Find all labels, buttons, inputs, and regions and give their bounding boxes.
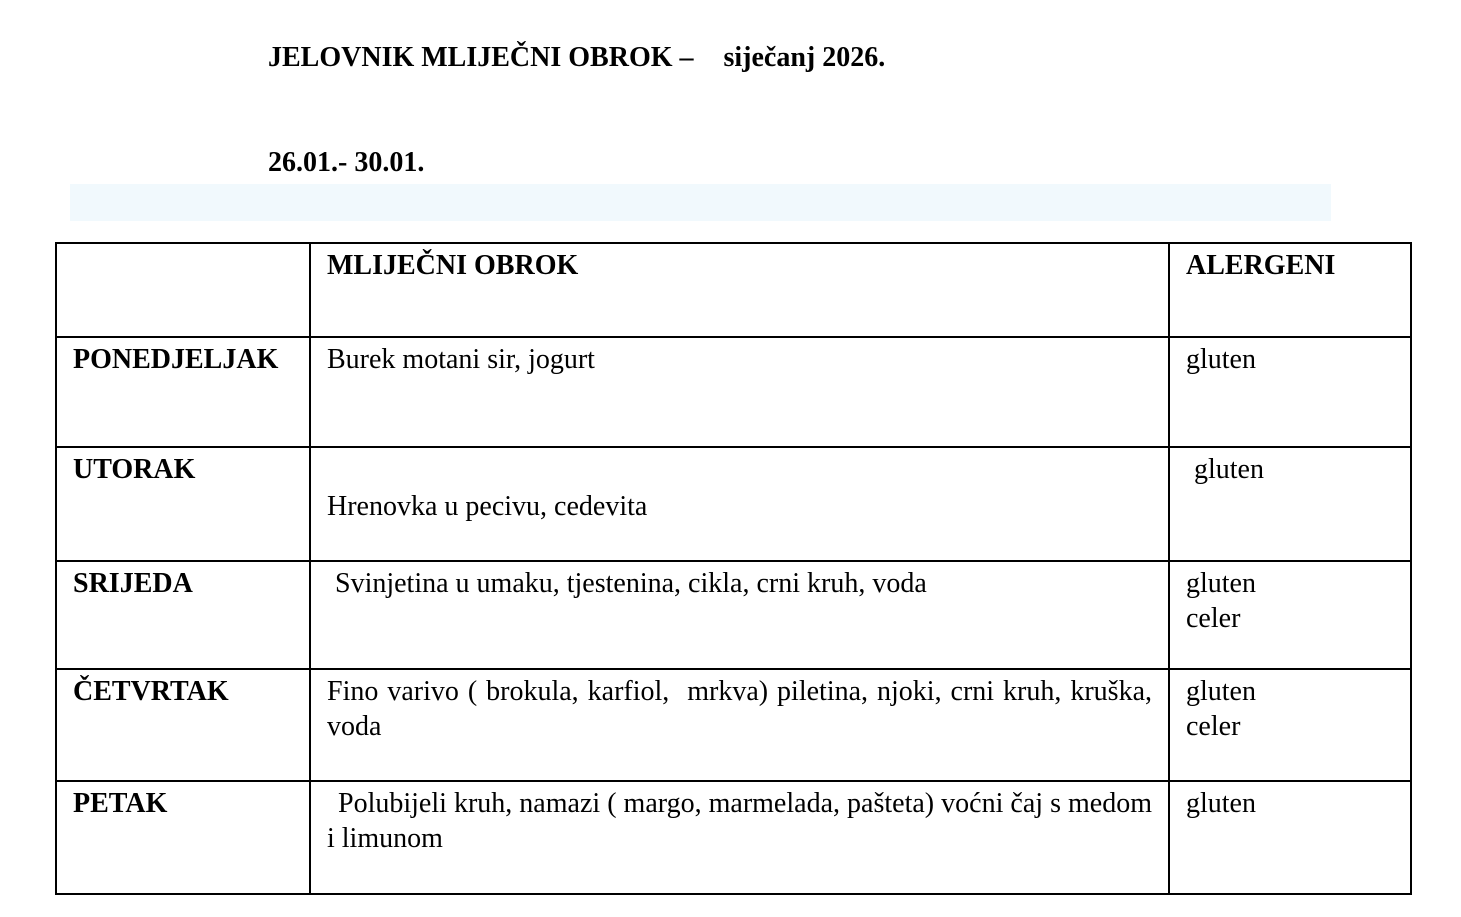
shaded-band: [70, 184, 1331, 221]
day-cell: PONEDJELJAK: [56, 337, 310, 447]
allergen-item: gluten: [1194, 454, 1264, 485]
meal-cell: [310, 447, 1169, 561]
day-cell: ČETVRTAK: [56, 669, 310, 781]
allergen-cell: [1169, 447, 1411, 561]
day-cell: PETAK: [56, 781, 310, 894]
header-meal: MLIJEČNI OBROK: [310, 243, 1169, 337]
allergen-cell: [1169, 561, 1411, 669]
header-day: [56, 243, 310, 337]
meal-text: Polubijeli kruh, namazi ( margo, marmelada, pašteta) voćni čaj s medom i limunom: [327, 788, 1152, 854]
meal-cell: [310, 561, 1169, 669]
title-left: JELOVNIK MLIJEČNI OBROK –: [268, 42, 694, 73]
header-allergens: ALERGENI: [1169, 243, 1411, 337]
table-row-monday: [56, 337, 1411, 447]
allergen-item: gluten: [1186, 344, 1256, 375]
allergen-cell: [1169, 781, 1411, 894]
allergen-item: gluten: [1186, 568, 1256, 599]
allergen-item: celer: [1186, 603, 1241, 634]
title-right: siječanj 2026.: [723, 42, 886, 73]
table-row-wednesday: [56, 561, 1411, 669]
menu-table: [55, 242, 1412, 895]
table-header-row: [56, 243, 1411, 337]
meal-text: Svinjetina u umaku, tjestenina, cikla, crni kruh, voda: [335, 568, 927, 599]
allergen-item: celer: [1186, 711, 1241, 742]
day-cell: SRIJEDA: [56, 561, 310, 669]
allergen-cell: [1169, 337, 1411, 447]
allergen-item: gluten: [1186, 676, 1256, 707]
meal-cell: Fino varivo ( brokula, karfiol, mrkva) piletina, njoki, crni kruh, kruška, voda: [310, 669, 1169, 781]
day-cell: UTORAK: [56, 447, 310, 561]
document-title: [268, 42, 885, 74]
allergen-item: gluten: [1186, 788, 1256, 819]
meal-cell: Burek motani sir, jogurt: [310, 337, 1169, 447]
meal-cell: [310, 781, 1169, 894]
table-row-thursday: [56, 669, 1411, 781]
meal-text: Hrenovka u pecivu, cedevita: [327, 491, 648, 522]
allergen-cell: [1169, 669, 1411, 781]
table-row-tuesday: [56, 447, 1411, 561]
date-range: 26.01.- 30.01.: [268, 147, 425, 178]
table-row-friday: [56, 781, 1411, 894]
